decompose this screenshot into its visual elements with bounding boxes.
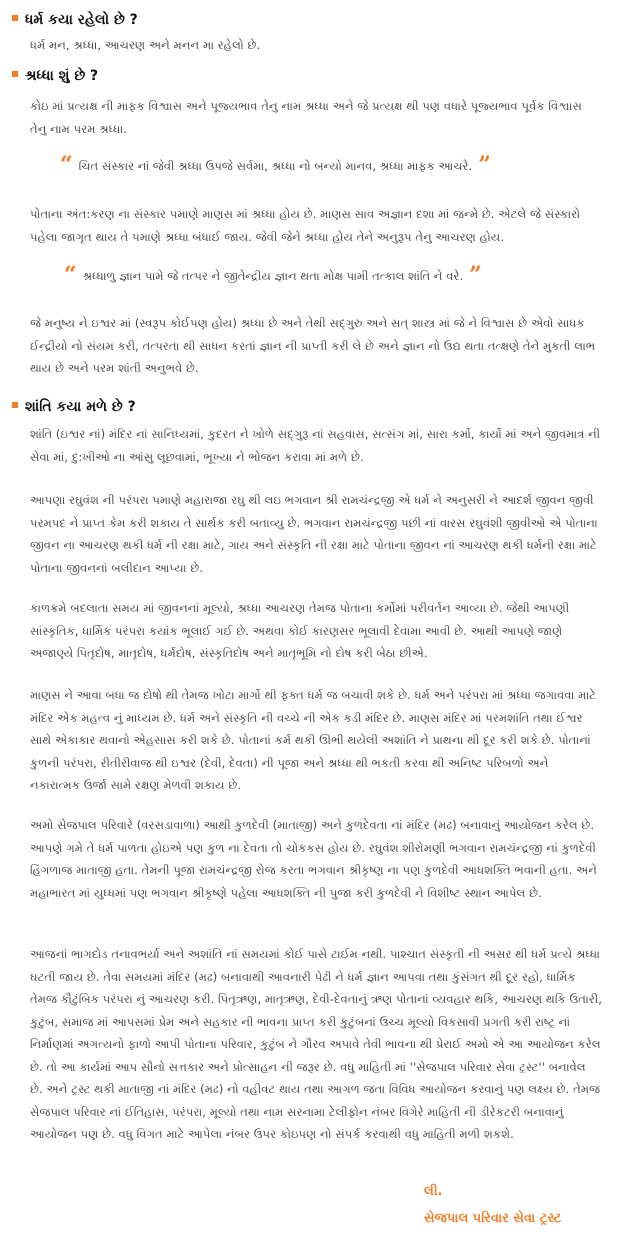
paragraph: પોતાના અંત:કરણ ના સંસ્કાર પમાણે માણસ માં શ્રધ્ધા હોય છે. માણસ સાવ અજ્ઞાન દશા માં જન્મે છે. એટલે જે સંસ્કારો પહેલા જાગૃત થાય તે પમાણે શ્રધ્ધા બંધાઈ જાય. જેવી જેને શ્રધ્ધા હોય તેને અનુરૂપ તેનુ આચરણ હોય.: [30, 207, 581, 244]
quote: “ શ્રધ્ધાળુ જ્ઞાન પામે જે તત્પર ને જીતેન્દ્રીય જ્ઞાન થતા મોક્ષ પામી તત્કાલ શાંતિ ને વરે. ”: [64, 262, 482, 288]
bullet-square-icon: [12, 71, 18, 77]
close-quote-icon: ”: [469, 262, 482, 288]
bullet-square-icon: [12, 15, 18, 21]
paragraph: માણસ ને આવા બધા જ દોષો થી તેમજ ખોટા માર્ગો થી ફક્ત ધર્મ જ બચાવી શકે છે. ધર્મ અને પરંપરા માં શ્રધ્ધા જગાવવા માટે મંદિર એક મહત્વ નું માધ્યમ છે. ધર્મ અને સંસ્કૃતિ ની વચ્ચે ની એક કડી મંદિર છે. માણસ મંદિર માં પરમશાંતિ તથા ઈશ્વર સાથે એકાકાર થવાનો એહસાસ કરી શકે છે. પોતાનાં કર્મ થકી ઊભી થયેલી અશાંતિ ને પ્રાથના થી દૂર કરી શકે છે. પોતાનાં કુળની પરંપરા, રીતીરીવાજ થી ઇશ્વર (દેવી, દેવતા) ની પૂજા અને શ્રધ્ધા થી ભકતી કરવા થી અનિષ્ટ પરિબળો અને નકારાત્મક ઉર્જા સામે રક્ષણ મેળવી શકાય છે.: [30, 688, 597, 792]
section-heading-shraddha: શ્રધ્ધા શું છે ?: [12, 67, 98, 85]
quote: “ ચિત સંસ્કાર નાં જેવી શ્રધ્ધા ઉપજે સર્વમા, શ્રધ્ધા નો બન્યો માનવ, શ્રધ્ધા માફક આચરે. ”: [60, 152, 491, 178]
paragraph: આજનાં ભાગદોડ તનાવભર્યા અને અશાંતિ નાં સમયમાં કોઈ પાસે ટાઈમ નથી. પાશ્ચાત સંસ્કૃતી ની અસર થી ધર્મ પ્રત્યે શ્રધ્ધા ઘટતી જાય છે. તેવા સમયમાં મંદિર (મઢ) બનાવાથી આવનારી પેઢી ને ધર્મ જ્ઞાન આપવા તથા કુંસંગત થી દૂર રહો, ધાર્મિક તેમજ કૌટુંબિક પરંપરા નું આચરણ કરી. પિતૃઋણ, માતૃઋણ, દેવી-દેવતાનું ઋણ પોતાનાં વ્યવહાર થકિ, આચરણ થકિ ઉતારી, કુટુંબ, સમાજ માં આપસમાં પ્રેમ અને સહકાર ની ભાવના પ્રાપ્ત કરી કુટુંબનાં ઉચ્ચ મૂલ્યો વિકસાવી પ્રગતી કરી રાષ્ટ્ર નાં નિર્માણમાં અગત્યનો ફાળો આપી પોતાના પરિવાર, કુટુંબ ને ગૌરવ અપાવે તેવી ભાવના થી પ્રેરાઈ અમો એ આ આયોજન કરેલ છે. તો આ કાર્યમાં આપ સૌનો સત્તકાર અને પ્રોત્સાહન ની જરૂર છે. વધુ માહિતી માં ''સેજપાલ પરિવાર સેવા ટ્રસ્ટ'' બનાવેલ છે. અને ટ્રસ્ટ થકી માતાજી નાં મંદિર (મઢ) નો વહીવટ થાય તથા આગળ જતા વિવિધ આયોજન કરવાનું પણ લક્ષ્ય છે. તેમજ સેજપાલ પરિવાર નાં ઈતિહાસ, પરંપરા, મૂલ્યો તથા નામ સરનામા ટેલીફોન નંબર વિગેરે માહિતી ની ડીરેકટરી બનાવાનું આયોજન પણ છે. વધુ વિગત માટે આપેલા નંબર ઉપર કોઇપણ નો સંપર્ક કરવાથી વધુ માહિતી મળી શકશે.: [30, 947, 602, 1141]
paragraph: કાળક્રમે બદલાતા સમય માં જીવનનાં મૂલ્યો, શ્રધ્ધા આચરણ તેમજ પોતાના કર્મોમાં પરીવર્તન આવ્યા છે. જેથી આપણી સાંસ્કૃતિક, ધાર્મિક પરંપરા કયાંક ભૂલાઈ ગઈ છે. અથવા કોઈ કારણસર ભૂલાવી દેવામા આવી છે. આથી આપણે જાણે અજાણ્યે પિતૃદોષ, માતૃદોષ, ધર્મદોષ, સંસ્કૃતિદોષ અને માતૃભૂમિ નો દોષ કરી બેઠા છીએ.: [30, 601, 570, 660]
paragraph: કોઇ માં પ્રત્યક્ષ ની માફક વિશ્વાસ અને પૂજ્યભાવ તેનુ નામ શ્રધ્ધા અને જે પ્રત્યક્ષ થી પણ વધારે પૂજ્યભાવ પૂર્વક વિશ્વાસ તેનુ નામ પરમ શ્રધ્ધા.: [30, 99, 582, 136]
paragraph: અમો સેજપાલ પરિવારે (વરસડાવાળા) આથી કુળદેવી (માતાજી) અને કુળદેવતા નાં મંદિર (મઢ) બનાવાનું આયોજન કરેલ છે. આપણે ગમે તે ધર્મ પાળતા હોઇએ પણ કુળ ના દેવતા તો ચોકકસ હોય છે. રઘુવંશ શીરોમણી ભગવાન રામચંન્દ્રજી નાં કુળદેવી હિંગળાજ માતાજી હતા. તેમની પૂજા રામચંન્દ્રજી રોજ કરતા ભગવાન શ્રીકૃષ્ણ ના પણ કુળદેવી આધશક્તિ ભવાની હતા. અને મહાભારત માં યુધ્ધમાં પણ ભગવાન શ્રીકૃષ્ણે પહેલા આધશક્તિ ની પુજા કરી કુળદેવી ને વિશીષ્ટ સ્થાન આપેલ છે.: [30, 818, 597, 900]
close-quote-icon: ”: [478, 152, 491, 178]
section-heading-shanti: શાંતિ કયા મળે છે ?: [12, 398, 136, 416]
paragraph: શાંતિ (ઇશ્વર નાં) મંદિર નાં સાનિધ્યમાં, કુદરત ને ખોળે સદ્ગુરૂ નાં સહવાસ, સત્સંગ માં, સારા કર્મો, કાર્યો માં અને જીવમાત્ર ની સેવા માં, દુ:ખીઓ ના આંસુ લૂછવામાં, ભૂખ્યા ને ભોજન કરાવા માં મળે છે.: [30, 427, 601, 464]
section-heading-dharma: ધર્મ કયા રહેલો છે ?: [12, 11, 138, 29]
bullet-square-icon: [12, 402, 18, 408]
open-quote-icon: “: [64, 262, 77, 288]
signature-name: સેજપાલ પરિવાર સેવા ટ્રસ્ટ: [424, 1211, 562, 1226]
signature-prefix: લી.: [424, 1184, 443, 1199]
paragraph: આપણા રઘુવંશ ની પરંપરા પમાણે મહારાજા રઘુ થી લઇ ભગવાન શ્રી રામચંન્દ્રજી એ ધર્મ ને અનુસરી ને આદર્શ જીવન જીવી પરમપદ ને પ્રાપ્ત કેમ કરી શકાય તે સાર્થક કરી બતાવ્યુ છે. ભગવાન રામચંન્દ્રજી પછી નાં વારસ રઘુવંશી જીવીઓ એ પોતાના જીવન ના આચરણ થકી ધર્મ ની રક્ષા માટે, ગાય અને સંસ્કૃતિ ની રક્ષા માટે પોતાના જીવન નાં આચરણ થકી ધર્મની રક્ષા માટે પોતાના જીવનનાં બલીદાન આપ્યા છે.: [30, 493, 598, 575]
paragraph: જે મનુષ્ય ને ઇશ્વર માં (સ્વરૂપ કોઈપણ હોય) શ્રધ્ધા છે અને તેથી સદ્ગુરુ અને સત્ શાસ્ત્ર માં જે ને વિશ્વાસ છે એવો સાધક ઈન્દ્રીયો નો સંયમ કરી, તત્પરતા થી સાધન કરતાં જ્ઞાન ની પ્રાપ્તી કરી લે છે અને જ્ઞાન નો ઉદ્ય થતા તત્ક્ષણે તેને મુકતી લાભ થાય છે અને પરમ શાંતી અનુભવે છે.: [30, 316, 596, 375]
paragraph: ધર્મ મન, શ્રધ્ધા, આચરણ અને મનન મા રહેલો છે.: [30, 38, 261, 52]
open-quote-icon: “: [60, 152, 73, 178]
